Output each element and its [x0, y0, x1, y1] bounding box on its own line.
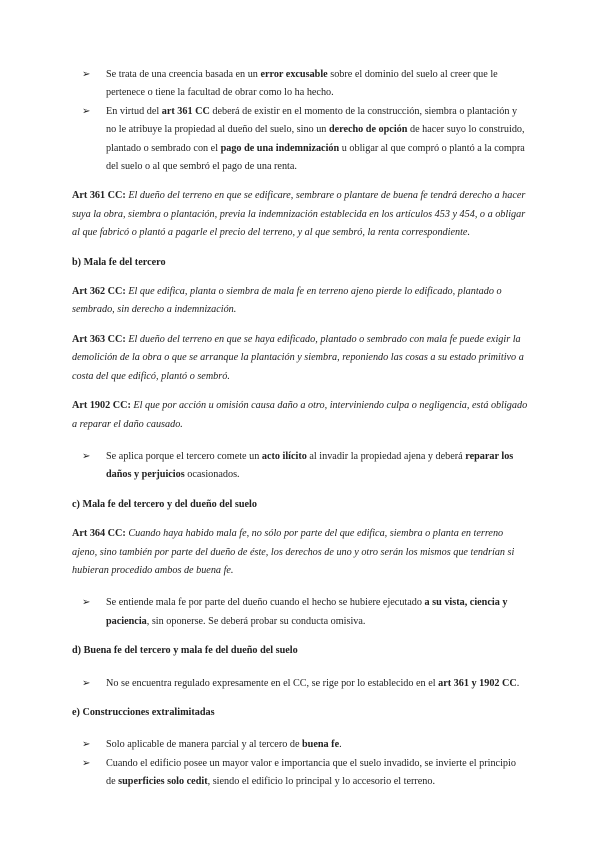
heading-b: b) Mala fe del tercero [72, 256, 166, 268]
arrow-bullet-icon: ➢ [82, 677, 91, 689]
arrow-bullet-icon: ➢ [82, 757, 91, 769]
arrow-bullet-icon: ➢ [82, 739, 91, 751]
article-label: Art 364 CC: [72, 528, 126, 540]
heading-e: e) Construcciones extralimitadas [72, 706, 215, 718]
heading-d: d) Buena fe del tercero y mala fe del dueño del suelo [72, 645, 298, 657]
text: Cuando el edificio posee un mayor valor e importancia que el suelo invadido, se invierte el principio de [106, 757, 516, 788]
bullet-superficies [72, 755, 528, 792]
text: de hacer suyo lo construido, plantado o sembrado con el [106, 124, 525, 154]
bullet-no-regulado [72, 675, 528, 693]
text: al invadir la propiedad ajena y deberá [306, 450, 466, 462]
bold-term: pago de una indemnización [220, 142, 340, 154]
article-text: Cuando haya habido mala fe, no sólo por parte del que edifica, siembra o planta en terreno ajeno, sino también por parte del dueño de éste, los derechos de uno y otro serán los mismos que tendrían si hubieran procedido ambos de buena fe. [72, 528, 515, 576]
arrow-bullet-icon: ➢ [82, 597, 91, 609]
text: . [339, 739, 342, 751]
arrow-bullet-icon: ➢ [82, 105, 91, 117]
bold-term: art 361 CC [161, 105, 210, 117]
article-362-quote [72, 283, 528, 320]
text: Se aplica porque el tercero comete un [106, 450, 262, 462]
arrow-bullet-icon: ➢ [82, 69, 91, 80]
bold-term: error excusable [260, 69, 328, 80]
article-label: Art 1902 CC: [72, 400, 131, 412]
article-text: El dueño del terreno en que se edificare, sembrare o plantare de buena fe tendrá derecho a hacer suya la obra, siembra o plantación, previa la indemnización establecida en los artículos 453 y 454, o a obligar al que fabricó o plantó a pagarle el precio del terreno, y al que sembró, la renta correspondiente. [72, 190, 526, 239]
heading-c: c) Mala fe del tercero y del dueño del suelo [72, 498, 257, 510]
bold-term: buena fe [302, 739, 340, 751]
bold-term: superficies solo cedit [118, 776, 208, 788]
bullet-buena-fe [72, 736, 528, 754]
bold-term: acto ilícito [261, 450, 307, 462]
text: deberá de existir en el momento de la construcción, siembra o plantación y no le atribuye la propiedad al dueño del suelo, sino un [106, 105, 518, 136]
bold-term: derecho de opción [328, 124, 408, 136]
arrow-bullet-icon: ➢ [82, 450, 91, 462]
text: Se entiende mala fe por parte del dueño cuando el hecho se hubiere ejecutado [106, 597, 425, 609]
article-label: Art 362 CC: [72, 286, 126, 298]
bold-term: reparar los daños y perjuicios [106, 450, 514, 481]
article-text: El dueño del terreno en que se haya edificado, plantado o sembrado con mala fe puede exigir la demolición de la obra o que se arranque la plantación y siembra, reponiendo las cosas a su estado primitivo a costa del que edificó, plantó o sembró. [72, 333, 524, 382]
bullet-error-excusable [72, 66, 528, 103]
article-label: Art 361 CC: [72, 190, 126, 202]
bullet-mala-fe-dueno [72, 594, 528, 631]
article-1902-quote [72, 397, 528, 434]
article-text: El que por acción u omisión causa daño a otro, interviniendo culpa o negligencia, está obligado a reparar el daño causado. [72, 400, 528, 430]
text: ocasionados. [184, 469, 240, 481]
article-364-quote [72, 525, 528, 580]
text: u obligar al que compró o plantó a la compra del suelo o al que sembró el pago de una renta. [106, 142, 525, 173]
article-text: El que edifica, planta o siembra de mala fe en terreno ajeno pierde lo edificado, plantado o sembrado, sin derecho a indemnización. [72, 286, 502, 316]
text: Se trata de una creencia basada en un [106, 69, 261, 80]
text: En virtud del [106, 105, 162, 117]
text: sobre el dominio del suelo al creer que le pertenece o tiene la facultad de obrar como lo ha hecho. [106, 69, 498, 99]
bullet-acto-ilicito [72, 448, 528, 485]
text: Solo aplicable de manera parcial y al tercero de [106, 739, 303, 751]
text: , sin oponerse. Se deberá probar su conducta omisiva. [146, 615, 366, 627]
bold-term: a su vista, ciencia y paciencia [106, 597, 508, 627]
text: No se encuentra regulado expresamente en el CC, se rige por lo establecido en el [106, 677, 439, 689]
article-label: Art 363 CC: [72, 333, 126, 345]
article-363-quote [72, 331, 528, 386]
bold-term: art 361 y 1902 CC [438, 677, 517, 689]
text: . [516, 677, 520, 689]
article-361-quote [72, 187, 528, 242]
text: , siendo el edificio lo principal y lo accesorio el terreno. [207, 776, 436, 788]
bullet-art-361 [72, 103, 528, 177]
